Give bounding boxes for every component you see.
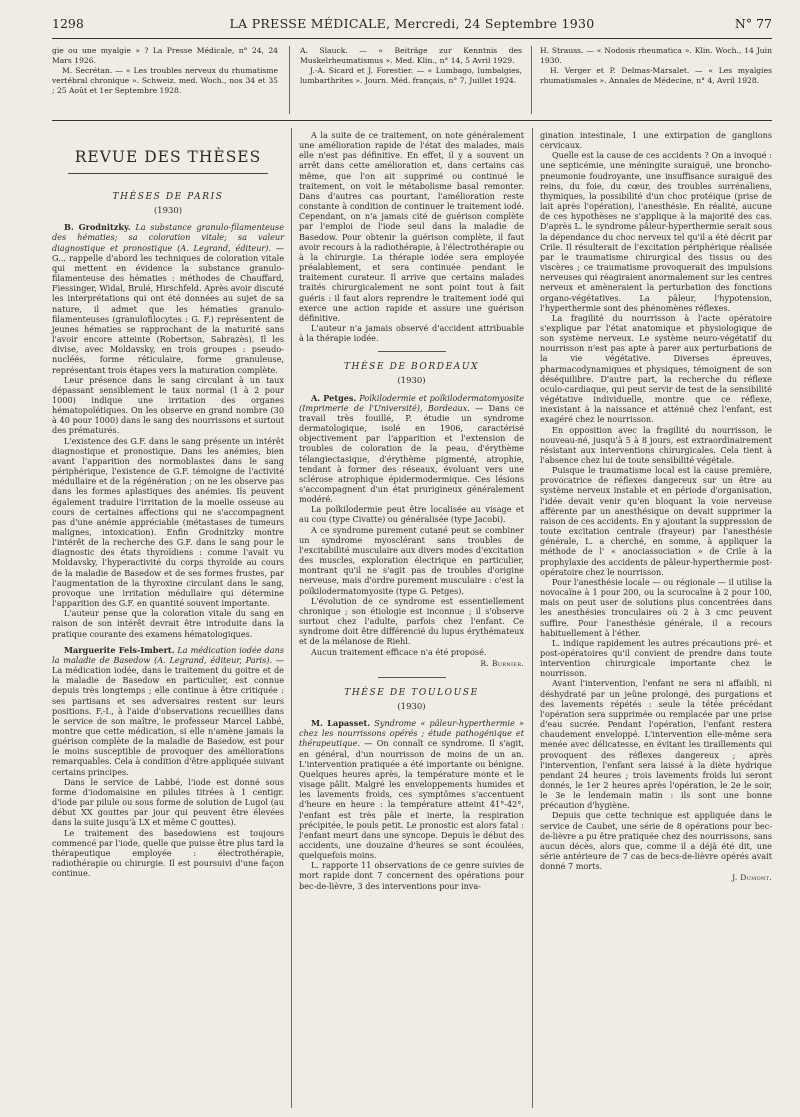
- section-heading-toulouse: THÈSE DE TOULOUSE: [344, 687, 479, 698]
- paragraph: On connaît ce syndrome. Il s'agit, en général, d'un nourrisson de moins de un an. L'intervention pratiquée a été importante ou bénigne. Quelques heures après, la température monte et le visage pâlit. Malgré les enveloppements humides et les lavements froids, ces symptômes s'accentuent d'heure en heure : la température atteint 41°-42°, l'enfant est très pâle et inerte, la respiration précipitée, le pouls petit. Le pronostic est alors fatal : l'enfant meurt dans une syncope. Depuis le début des accidents, une douzaine d'heures se sont écoulées, quelquefois moins.: [299, 738, 524, 861]
- ref-item: J.-A. Sicard et J. Forestier. — « Lumbago, lumbalgies, lumbarthrites ». Journ. Méd. français, n° 7, Juillet 1924.: [300, 66, 522, 85]
- author-signature: [299, 659, 524, 669]
- body-column-3: [540, 130, 772, 884]
- thesis-entry-petges: [299, 393, 524, 505]
- header-rule: [52, 38, 772, 39]
- paragraph: L'évolution de ce syndrome est essentiellement chronique ; son étiologie est inconnue ; il s'observe surtout chez l'adulte, parfois chez l'enfant. Ce syndrome doit être différencié du lupus érythémateux et de la mélanose de Riehl.: [299, 595, 524, 647]
- paragraph: gination intestinale, 1 une extirpation de ganglions cervicaux.: [540, 130, 772, 151]
- paragraph: L'existence des G.F. dans le sang présente un intérêt diagnostique et pronostique. Dans les anémies, bien avant l'apparition des normoblastes dans le sang périphérique, l'existence de G.F. témoigne de l'activité médullaire et de la régénération ; on ne les observe pas dans les formes aplastiques des anémies. Ils peuvent également traduire l'irritation de la moelle osseuse au cours de certaines affections qui ne s'accompagnent pas d'une anémie appréciable (métastases de tumeurs malignes, intoxication). Enfin Grodnitzky montre l'intérêt de la recherche des G.F. dans le sang pour le diagnostic des états thyroïdiens : comme l'avait vu Moldavsky, l'hyperactivité du corps thyroïde au cours de la maladie de Basedow et de ses formes frustes, par l'augmentation de la thyroxine circulant dans le sang, provoque une irritation médullaire qui détermine l'apparition des G.F. en quantité souvent importante.: [52, 435, 284, 609]
- issue-number: N° 77: [734, 16, 772, 31]
- paragraph: L. rapporte 11 observations de ce genre suivies de mort rapide dont 7 concernent des opérations pour bec-de-lièvre, 3 des interventions pour inva-: [299, 860, 524, 891]
- thesis-title: Poïkilodermie et poïkilodermatomyosite (Imprimerie de l'Université), Bordeaux. —: [299, 392, 525, 413]
- section-heading-bordeaux: THÈSE DE BORDEAUX: [343, 362, 480, 373]
- signature-text: J. Dumont.: [732, 873, 772, 883]
- ref-item: H. Strauss. — « Nodosis rheumatica ». Klin. Woch., 14 Juin 1930.: [540, 46, 772, 65]
- section-heading-paris: THÈSES DE PARIS: [112, 192, 224, 202]
- refs-column-3: [540, 46, 772, 86]
- paragraph: A la suite de ce traitement, on note généralement une amélioration rapide de l'état des malades, mais elle n'est pas définitive. En effet, il y a souvent un arrêt dans cette amélioration et, dans certains cas même, que l'on ait supprimé ou continué le traitement, on voit le métabolisme basal remonter. Dans d'autres cas pourtant, l'amélioration reste constante à condition de continuer le traitement iodé. Cependant, on n'a jamais cité de guérison complète par l'emploi de l'iode seul dans la maladie de Basedow. Pour obtenir la guérison complète, il faut avoir recours à la radiothérapie, à l'électrothérapie ou à la chirurgie. La thérapie iodée sera employée préalablement, et sera continuée pendant le traitement curateur. Il arrive que certains malades traités chirurgicalement ne sont point tout à fait guéris : il faut alors reprendre le traitement iodé qui exerce une action rapide et assure une guérison définitive.: [299, 130, 524, 323]
- separator-rule: [378, 351, 446, 352]
- paragraph: Depuis que cette technique est appliquée dans le service de Caubet, une série de 8 opérations pour bec-de-lièvre a pu être pratiquée chez des nourrissons, sans aucun décès, alors que, comme il a déjà été dit, une série antérieure de 7 cas de becs-de-lièvre opérés avait donné 7 morts.: [540, 810, 772, 872]
- column-divider: [531, 46, 532, 114]
- section-rule: [52, 120, 772, 121]
- paragraph: L. indique rapidement les autres précautions pré- et post-opératoires qu'il convient de prendre dans toute intervention chirurgicale importante chez le nourrisson.: [540, 637, 772, 679]
- revue-heading: REVUE DES THÈSES: [74, 148, 262, 166]
- thesis-entry-fels-imbert: [52, 645, 284, 777]
- column-divider: [289, 46, 290, 114]
- thesis-author: Marguerite Fels-Imbert.: [64, 644, 175, 655]
- author-signature: [540, 873, 772, 883]
- page-number: 1298: [52, 16, 84, 31]
- paragraph: Dans ce travail très fouillé, P. étudie un syndrome dermatologique, isolé en 1906, caractérisé objectivement par l'apparition et l'extension de troubles de coloration de la peau, d'érythème télangiectasique, d'érythème pigmenté, atrophie, tendant à former des réseaux, évoluant vers une sclérose atrophique épidermodermique. Ces lésions s'accompagnent d'un état prurigineux généralement modéré.: [299, 402, 524, 505]
- paragraph: Avant l'intervention, l'enfant ne sera ni affaibli, ni déshydraté par un jeûne prolongé, des purgations et des lavements répétés : seule la tétée précédant l'opération sera supprimée ou remplacée par une prise d'eau sucrée. Pendant l'opération, l'enfant restera chaudement enveloppé. L'intervention elle-même sera menée avec délicatesse, en évitant les tiraillements qui provoquent des réflexes dangereux ; après l'intervention, l'enfant sera laissé à la diète hydrique pendant 24 heures ; trois lavements froids lui seront donnés, le 1er 2 heures après l'opération, le 2e le soir, le 3e le lendemain matin : ils sont une bonne précaution d'hygiène.: [540, 678, 772, 811]
- paragraph: Pour l'anesthésie locale — ou régionale — il utilise la novocaïne à 1 pour 200, ou la scurocaïne à 2 pour 100, mais on peut user de solutions plus concentrées dans les anesthésies tronculaires où 2 à 3 cmc peuvent suffire. Pour l'anesthésie générale, il a recours habituellement à l'éther.: [540, 576, 772, 638]
- thesis-author: M. Lapasset.: [311, 718, 371, 729]
- paragraph: L'auteur pense que la coloration vitale du sang en raison de son intérêt devrait être introduite dans la pratique courante des examens hématologiques.: [52, 608, 284, 639]
- paragraph: Le traitement des basedowiens est toujours commencé par l'iode, quelle que puisse être plus tard la thérapeutique employée : électrothérapie, radiothérapie ou chirurgie. Il est poursuivi d'une façon continue.: [52, 827, 284, 879]
- paragraph: La poïkilodermie peut être localisée au visage et au cou (type Civatte) ou généralisée (type Jacobi).: [299, 504, 524, 525]
- running-header: [52, 16, 772, 34]
- thesis-entry-grodnitzky: [52, 222, 284, 374]
- thesis-author: B. Grodnitzky.: [64, 222, 131, 233]
- separator-rule: [378, 677, 446, 678]
- ref-item: M. Secrétan. — « Les troubles nerveux du rhumatisme vertébral chronique ». Schweiz. med. Woch., nos 34 et 35 ; 25 Août et 1er Septembre 1928.: [52, 66, 278, 95]
- column-divider: [291, 128, 292, 1108]
- heading-rule: [68, 173, 268, 174]
- thesis-entry-lapasset: [299, 718, 524, 860]
- paragraph: Quelle est la cause de ces accidents ? On a invoqué : une septicémie, une méningite suraiguë, une broncho-pneumonie foudroyante, une insuffisance suraiguë des reins, du foie, du cœur, des troubles surrénaliens, thymiques, la possibilité d'un choc protéique (prise de lait après l'opération), l'anesthésie. En réalité, aucune de ces hypothèses ne s'applique à la majorité des cas. D'après L. le syndrome pâleur-hyperthermie serait sous la dépendance du choc nerveux tel qu'il a été décrit par Crile. Il résulterait de l'excitation périphérique réalisée par le traumatisme chirurgical des tissus ou des viscères ; ce traumatisme provoquerait des impulsions nerveuses qui réagiraient anormalement sur les centres nerveux et amèneraient la perturbation des fonctions organo-végétatives. La pâleur, l'hypotension, l'hyperthermie sont des phénomènes réflexes.: [540, 150, 772, 313]
- thesis-title: La substance granulo-filamenteuse des hématies; sa coloration vitale; sa valeur diagnostique et pronostique (A. Legrand, éditeur). —: [52, 222, 284, 253]
- paragraph: Puisque le traumatisme local est la cause première, provocatrice de réflexes dangereux sur un être au système nerveux instable et en période d'organisation, l'idée devait venir qu'en bloquant la voie nerveuse afférente par un anesthésique on devait supprimer la raison de ces accidents. En y ajoutant la suppression de toute excitation centrale (frayeur) par l'anesthésie générale, L. a cherché, en somme, à appliquer la méthode de l' « anociassociation » de Crile à la prophylaxie des accidents de pâleur-hyperthermie post-opératoire chez le nourrisson.: [540, 465, 772, 577]
- paragraph: Dans le service de Labbé, l'iode est donné sous forme d'iodomaisine en pilules titrées à 1 centigr. d'iode par pilule ou sous forme de solution de Lugol (au début XX gouttes par jour qui peuvent être élevées dans la suite jusqu'à LX et même C gouttes).: [52, 776, 284, 828]
- section-year: (1930): [397, 376, 426, 387]
- paragraph: A ce syndrome purement cutané peut se combiner un syndrome myosclérant sans troubles de l'excitabilité musculaire aux divers modes d'excitation des muscles, exploration électrique en particulier, montrant qu'il ne s'agit pas de troubles d'origine nerveuse, mais d'ordre purement musculaire : c'est la poïkilodermatomyosite (type G. Petges).: [299, 524, 524, 596]
- paragraph: La fragilité du nourrisson à l'acte opératoire s'explique par l'état anatomique et physiologique de son système nerveux. Le système neuro-végétatif du nourrisson n'est pas apte à parer aux perturbations de la vie végétative. Diverses épreuves, pharmacodynamiques et physiques, témoignent de son déséquilibre. D'autre part, la recherche du réflexe oculo-cardiaque, qui peut servir de test de la sensibilité végétative individuelle, montre que ce réflexe, inexistant à la naissance et atténué chez l'enfant, est exagéré chez le nourrisson.: [540, 312, 772, 425]
- paragraph: G... rappelle d'abord les techniques de coloration vitale qui mettent en évidence la substance granulo-filamenteuse des hématies : méthodes de Chauffard, Fiessinger, Widal, Brulé, Hirschfeld. Après avoir discuté les interprétations qui ont été données au sujet de sa nature, il admet que les hématies granulo-filamenteuses (granulofilocytes : G. F.) représentent de jeunes hématies se rapprochant de la maturité sans l'avoir encore atteinte (Robertson, Sabrazès). Il les divise, avec Moldavsky, en trois groupes : pseudo-nucléés, forme réticulaire, forme granuleuse, représentant trois étapes vers la maturation complète.: [52, 252, 284, 375]
- signature-text: R. Burnier.: [480, 658, 524, 668]
- refs-column-1: [52, 46, 278, 96]
- body-column-1: [52, 130, 284, 878]
- ref-item: H. Verger et P. Delmas-Marsalet. — « Les myalgies rhumatismales ». Annales de Médecine, n° 4, Avril 1928.: [540, 66, 772, 85]
- column-divider: [532, 128, 533, 1108]
- section-year: (1930): [397, 701, 426, 712]
- paragraph: En opposition avec la fragilité du nourrisson, le nouveau-né, jusqu'à 5 à 8 jours, est extraordinairement résistant aux interventions chirurgicales. Cela tient à l'absence chez lui de toute sensibilité végétale.: [540, 424, 772, 465]
- thesis-title: Syndrome « pâleur-hyperthermie » chez les nourrissons opérés ; étude pathogénique et thérapeutique. —: [299, 718, 525, 749]
- journal-title: LA PRESSE MÉDICALE, Mercredi, 24 Septembre 1930: [229, 16, 595, 31]
- ref-item: A. Slauck. — « Beiträge zur Kenntnis des Muskelrheumatismus ». Med. Klin., n° 14, 5 Avril 1929.: [300, 46, 522, 65]
- refs-column-2: [300, 46, 522, 86]
- ref-item: gie ou une myalgie » ? La Presse Médicale, n° 24, 24 Mars 1926.: [52, 46, 278, 65]
- body-column-2: [299, 130, 524, 891]
- paragraph: Leur présence dans le sang circulant à un taux dépassant sensiblement le taux normal (1 à 2 pour 1000) indique une irritation des organes hématopoïétiques. On les observe en grand nombre (30 à 40 pour 1000) dans le sang des nourrissons et surtout des prématurés.: [52, 374, 284, 436]
- paragraph: La médication iodée, dans le traitement du goitre et de la maladie de Basedow en particulier, est connue depuis très longtemps ; elle continue à être critiquée : ses partisans et ses adversaires restent sur leurs positions. F.-I., à l'aide d'observations recueillies dans le service de son maître, le professeur Marcel Labbé, montre que cette médication, si elle n'amène jamais la guérison complète de la maladie de Basedow, est pour le moins susceptible de provoquer des améliorations remarquables. Cela à condition d'être appliquée suivant certains principes.: [52, 665, 284, 777]
- paragraph: L'auteur n'a jamais observé d'accident attribuable à la thérapie iodée.: [299, 322, 524, 344]
- section-year: (1930): [153, 206, 183, 217]
- paragraph: Aucun traitement efficace n'a été proposé.: [311, 646, 487, 657]
- thesis-title: La médication iodée dans la maladie de Basedow (A. Legrand, éditeur, Paris). —: [52, 644, 284, 665]
- thesis-author: A. Petges.: [311, 392, 357, 403]
